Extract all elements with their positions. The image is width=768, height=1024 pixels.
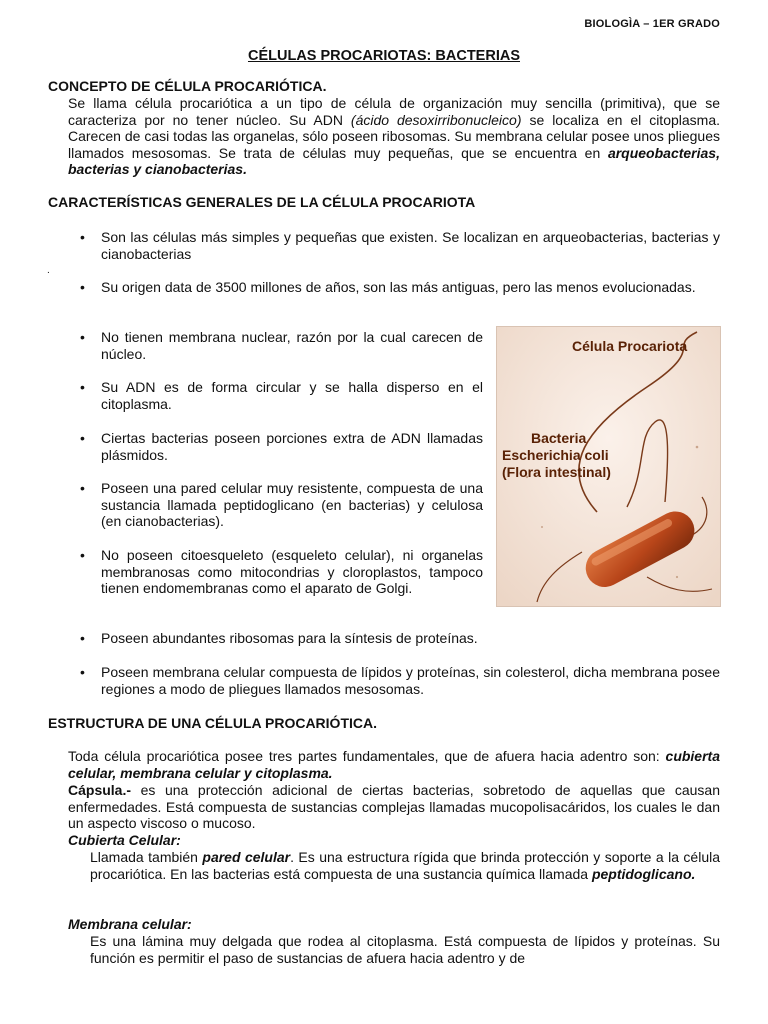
cubierta-paragraph bbox=[90, 849, 720, 882]
cubierta-heading: Cubierta Celular: bbox=[68, 832, 181, 848]
concepto-italic: (ácido desoxirribonucleico) bbox=[350, 111, 522, 128]
concepto-paragraph bbox=[68, 95, 720, 178]
course-header: BIOLOGÌA – 1ER GRADO bbox=[584, 18, 720, 30]
bacteria-image bbox=[496, 326, 721, 607]
concepto-heading: CONCEPTO DE CÉLULA PROCARIÓTICA. bbox=[48, 78, 327, 94]
capsula-label: Cápsula.- bbox=[68, 782, 132, 798]
estructura-intro bbox=[68, 748, 720, 781]
page-title: CÉLULAS PROCARIOTAS: BACTERIAS bbox=[247, 48, 520, 64]
concepto-text-b: se localiza en el citoplasma. Carecen de casi todas las organelas, sólo poseen ribosomas. Su membrana celular posee unos pliegues llamados mesosomas. Se trata de células muy pequeñas, que se encuentra en bbox=[68, 111, 721, 161]
estructura-intro-emphasis: cubierta celular, membrana celular y citoplasma. bbox=[68, 748, 720, 781]
image-label-species: Escherichia coli bbox=[502, 447, 609, 463]
concepto-text-a: Se llama célula procariótica a un tipo de célula de organización muy sencilla (primitiva), que se caracteriza por no tener núcleo. Su ADN bbox=[68, 95, 720, 128]
image-title: Célula Procariota bbox=[572, 338, 688, 354]
cubierta-text-a: Llamada también bbox=[90, 849, 203, 865]
cubierta-text-b: . Es una estructura rígida que brinda protección y soporte a la célula procariótica. En las bacterias está compuesta de una sustancia química llamada bbox=[90, 849, 721, 882]
estructura-intro-text: Toda célula procariótica posee tres partes fundamentales, que de afuera hacia adentro son: bbox=[68, 748, 660, 764]
concepto-emphasis: arqueobacterias, bacterias y cianobacterias. bbox=[68, 144, 720, 177]
membrana-paragraph: Es una lámina muy delgada que rodea al citoplasma. Está compuesta de lípidos y proteínas. Su función es permitir el paso de sustancias de afuera hacia adentro y de bbox=[90, 933, 720, 966]
membrana-heading: Membrana celular: bbox=[68, 916, 192, 932]
capsula-paragraph bbox=[68, 782, 720, 832]
estructura-heading: ESTRUCTURA DE UNA CÉLULA PROCARIÓTICA. bbox=[48, 715, 377, 731]
image-label-bacteria: Bacteria bbox=[531, 430, 587, 446]
stray-mark: . bbox=[47, 265, 50, 276]
caracteristicas-heading: CARACTERÍSTICAS GENERALES DE LA CÉLULA PROCARIOTA bbox=[48, 194, 476, 210]
image-label-flora: (Flora intestinal) bbox=[502, 464, 611, 480]
bacteria-illustration bbox=[497, 327, 720, 606]
cubierta-emphasis-2: peptidoglicano. bbox=[591, 865, 696, 882]
capsula-text: es una protección adicional de ciertas bacterias, sobretodo de aquellas que causan enfermedades. Está compuesta de sustancias complejas llamadas mucopolisacáridos, los cuales le dan un aspecto viscoso o mucoso. bbox=[68, 782, 720, 831]
cubierta-emphasis: pared celular bbox=[202, 849, 291, 865]
